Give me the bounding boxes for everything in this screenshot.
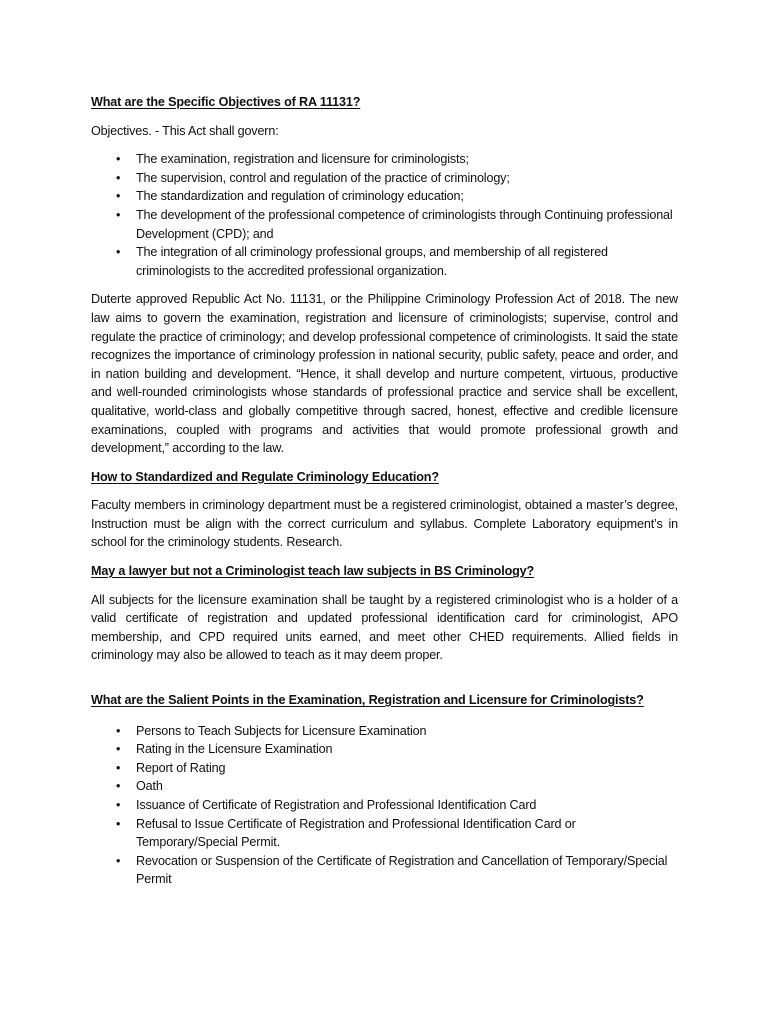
section-heading-objectives: What are the Specific Objectives of RA 11131? [91, 95, 361, 109]
list-item: • Rating in the Licensure Examination [91, 740, 678, 759]
bullet-icon: • [116, 853, 121, 868]
objectives-list [91, 150, 678, 280]
list-item: • The supervision, control and regulation of the practice of criminology; [91, 169, 678, 188]
section-heading-education: How to Standardized and Regulate Criminology Education? [91, 469, 439, 484]
list-item: • Oath [91, 777, 678, 796]
education-paragraph: Faculty members in criminology department must be a registered criminologist, obtained a master’s degree, Instruction must be align with the correct curriculum and syllabus. Complete Laboratory equipment’s in school for the criminology students. Research. [91, 498, 678, 550]
lawyer-paragraph: All subjects for the licensure examination shall be taught by a registered criminologist who is a holder of a valid certificate of registration and updated professional identification card for criminologist, APO membership, and CPD required units earned, and meet other CHED requirements. Allied fields in criminology may also be allowed to teach as it may deem proper. [91, 592, 678, 663]
bullet-icon: • [116, 742, 121, 757]
document-page [91, 93, 678, 889]
bullet-icon: • [116, 207, 121, 222]
list-item: • The examination, registration and licensure for criminologists; [91, 150, 678, 169]
bullet-icon: • [116, 245, 121, 260]
bullet-icon: • [116, 152, 121, 167]
bullet-icon: • [116, 760, 121, 775]
list-item: • The development of the professional competence of criminologists through Continuing professional Development (CPD); and [116, 207, 673, 241]
bullet-icon: • [116, 170, 121, 185]
bullet-icon: • [116, 798, 121, 812]
bullet-icon: • [116, 779, 121, 794]
salient-points-list [91, 722, 678, 889]
section-heading-lawyer: May a lawyer but not a Criminologist teach law subjects in BS Criminology? [91, 564, 535, 579]
bullet-icon: • [116, 723, 121, 738]
bullet-icon: • [116, 189, 121, 204]
list-item: • Report of Rating [91, 759, 678, 778]
list-item: • The integration of all criminology professional groups, and membership of all registered criminologists to the accredited professional organization. [116, 245, 608, 278]
list-item: • Issuance of Certificate of Registration and Professional Identification Card [91, 796, 678, 815]
objectives-intro: Objectives. - This Act shall govern: [91, 123, 279, 138]
list-item: • Revocation or Suspension of the Certificate of Registration and Cancellation of Temporary/Special Permit [116, 853, 668, 887]
section-heading-salient-points: What are the Salient Points in the Examination, Registration and Licensure for Criminologists? [91, 693, 644, 708]
list-item: • Refusal to Issue Certificate of Registration and Professional Identification Card or Temporary/Special Permit. [116, 816, 576, 850]
list-item: • Persons to Teach Subjects for Licensure Examination [91, 722, 678, 741]
list-item: • The standardization and regulation of criminology education; [91, 187, 678, 206]
bullet-icon: • [116, 816, 121, 831]
ra11131-paragraph: Duterte approved Republic Act No. 11131, or the Philippine Criminology Profession Act of 2018. The new law aims to govern the examination, registration and licensure of criminologists; supervise, control and regulate the practice of criminology; and develop professional competence of criminologists. It said the state recognizes the importance of criminology profession in national security, public safety, peace and order, and in nation building and development. “Hence, it shall develop and nurture competent, virtuous, productive and well-rounded criminologists whose standards of professional practice and service shall be excellent, qualitative, world-class and globally competitive through sacred, honest, effective and credible licensure examinations, coupled with programs and activities that would promote professional growth and development,” according to the law. [91, 292, 678, 456]
